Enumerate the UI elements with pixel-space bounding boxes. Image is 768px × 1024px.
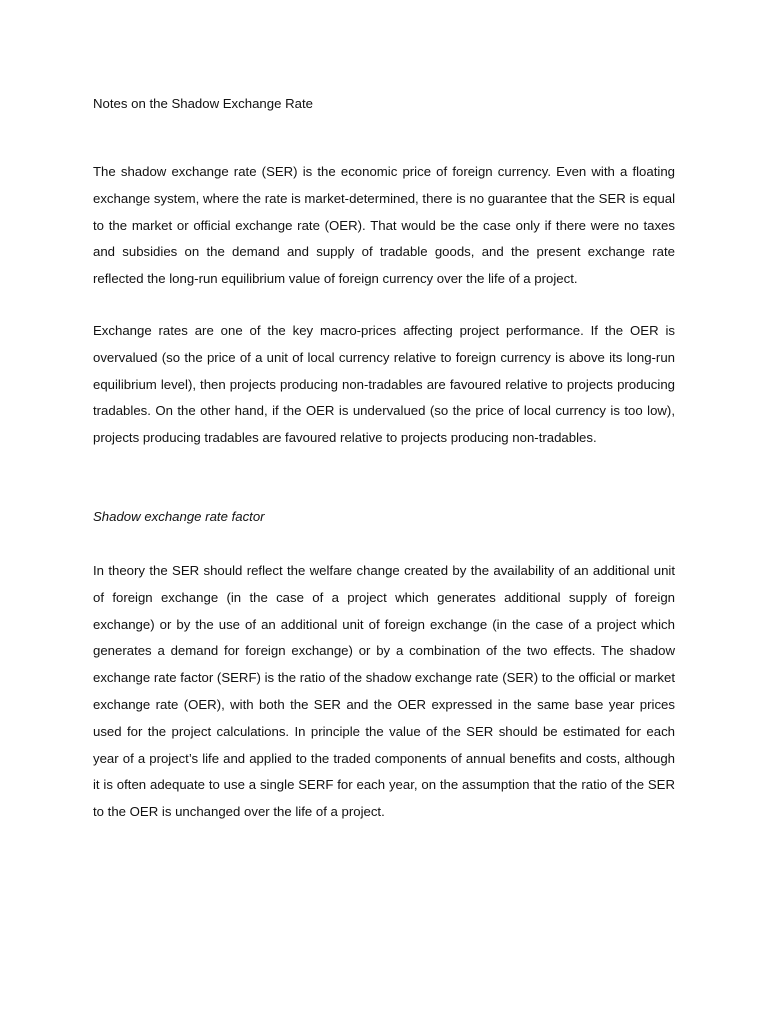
document-title: Notes on the Shadow Exchange Rate	[93, 96, 313, 111]
paragraph-exchange-rates: Exchange rates are one of the key macro-prices affecting project performance. If the OER is overvalued (so the price of a unit of local currency relative to foreign currency is above its long-run equilibrium level), then projects producing non-tradables are favoured relative to projects producing tradables. On the other hand, if the OER is undervalued (so the price of local currency is too low), projects producing tradables are favoured relative to projects producing non-tradables.	[93, 322, 675, 446]
document-body	[93, 93, 675, 826]
paragraph-serf: In theory the SER should reflect the welfare change created by the availability of an additional unit of foreign exchange (in the case of a project which generates additional supply of foreign exchange) or by the use of an additional unit of foreign exchange (in the case of a project which generates a demand for foreign exchange) or by a combination of the two effects. The shadow exchange rate factor (SERF) is the ratio of the shadow exchange rate (SER) to the official or market exchange rate (OER), with both the SER and the OER expressed in the same base year prices used for the project calculations. In principle the value of the SER should be estimated for each year of a project’s life and applied to the traded components of annual benefits and costs, although it is often adequate to use a single SERF for each year, on the assumption that the ratio of the SER to the OER is unchanged over the life of a project.	[93, 562, 675, 820]
section-heading: Shadow exchange rate factor	[93, 508, 265, 524]
paragraph-ser-definition: The shadow exchange rate (SER) is the economic price of foreign currency. Even with a floating exchange system, where the rate is market-determined, there is no guarantee that the SER is equal to the market or official exchange rate (OER). That would be the case only if there were no taxes and subsidies on the demand and supply of tradable goods, and the present exchange rate reflected the long-run equilibrium value of foreign currency over the life of a project.	[93, 164, 675, 287]
